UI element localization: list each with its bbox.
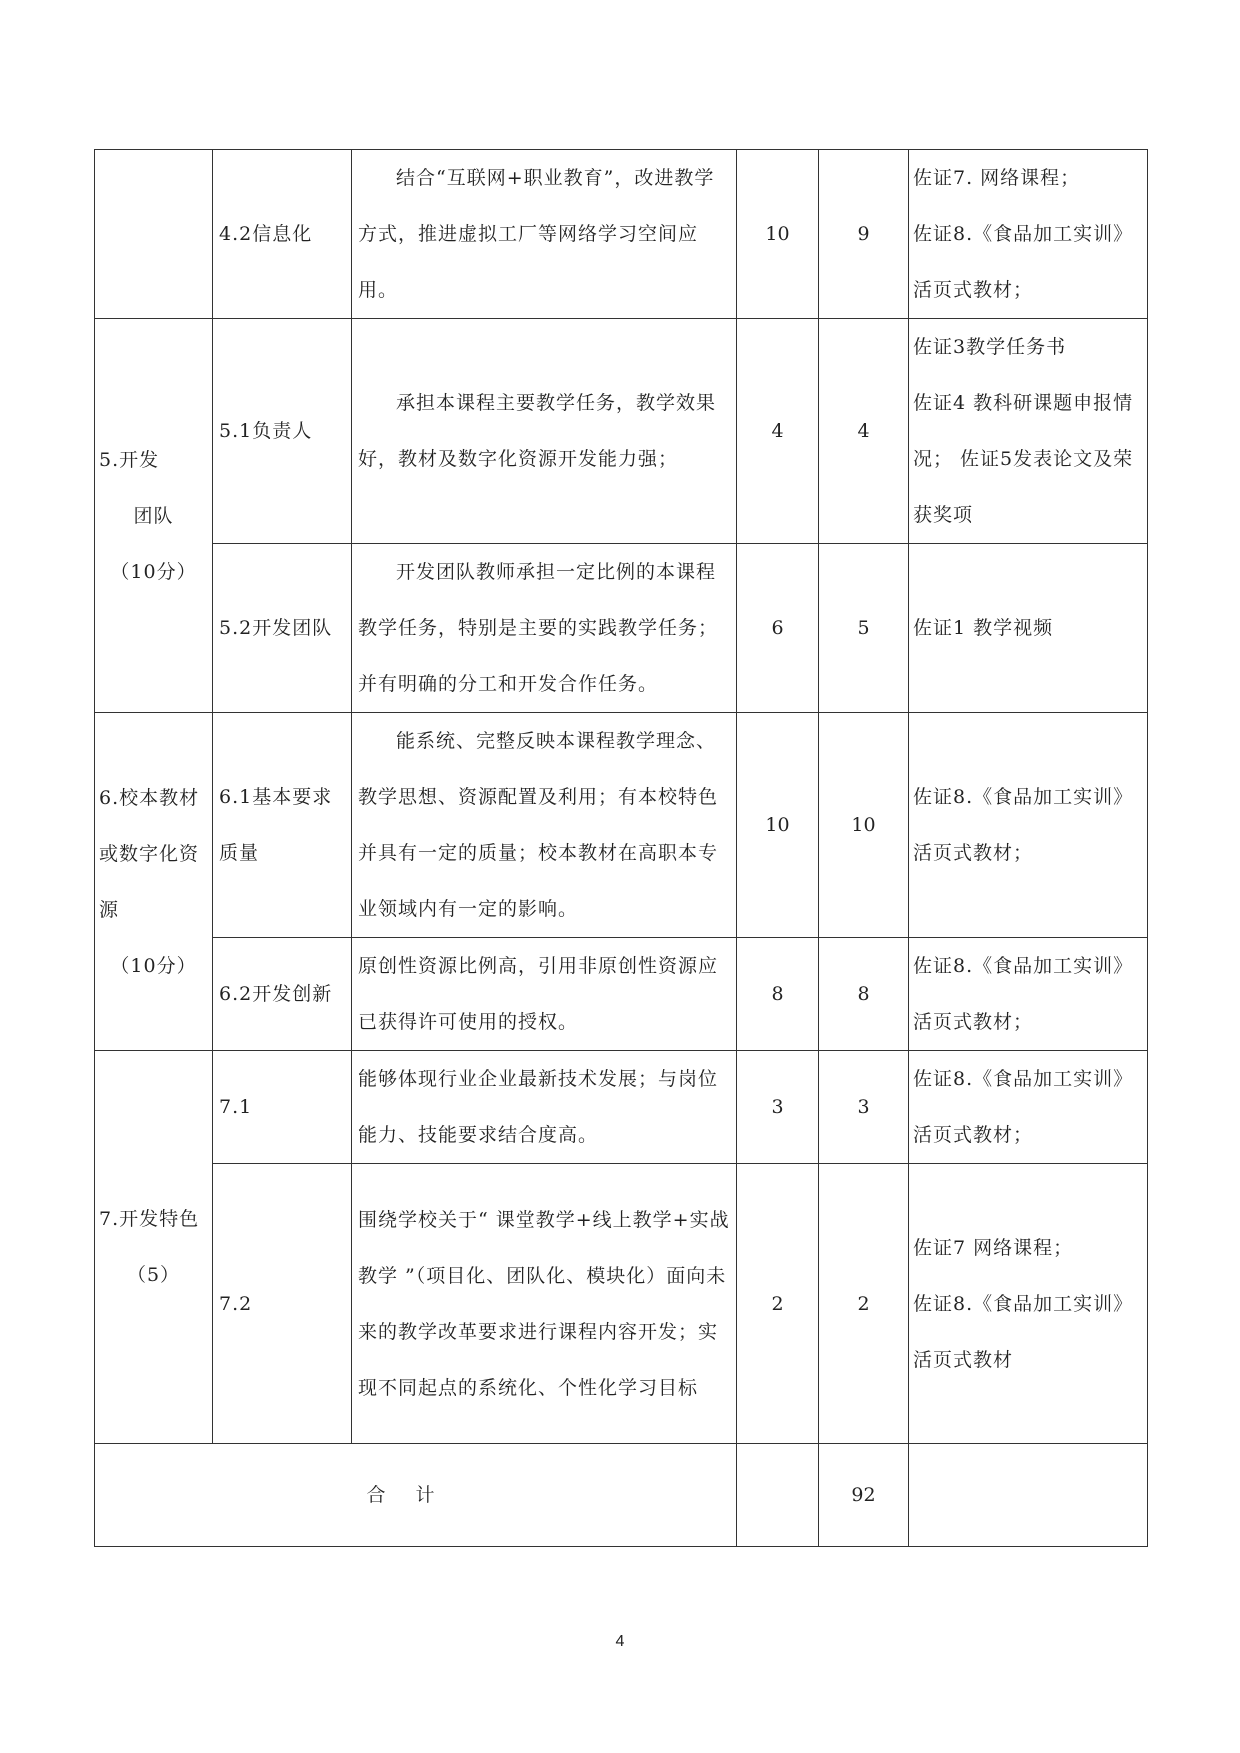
group-points: （10分） <box>110 954 197 977</box>
sub-item-cell <box>213 713 352 938</box>
score-cell <box>819 1051 909 1164</box>
max-score: 6 <box>771 617 784 639</box>
max-score-cell <box>737 544 819 713</box>
group-cell-development-team <box>95 319 213 713</box>
sub-item-label: 5.1负责人 <box>219 420 313 442</box>
evidence-text: 佐证8.《食品加工实训》活页式教材； <box>913 1068 1134 1146</box>
sub-item-cell <box>213 1051 352 1164</box>
evidence-text: 佐证8.《食品加工实训》活页式教材； <box>913 786 1134 864</box>
table-row <box>95 938 1148 1051</box>
evidence-text: 佐证7 网络课程； 佐证8.《食品加工实训》活页式教材 <box>913 1236 1134 1371</box>
score-cell <box>819 713 909 938</box>
max-score-cell <box>737 1051 819 1164</box>
sub-item-label: 4.2信息化 <box>219 223 313 245</box>
group-points: （5） <box>126 1264 181 1286</box>
evidence-text: 佐证7. 网络课程； 佐证8.《食品加工实训》活页式教材； <box>913 167 1134 301</box>
page-number: 4 <box>615 1633 625 1650</box>
evidence-cell <box>909 1051 1148 1164</box>
total-score: 92 <box>851 1484 876 1506</box>
max-score-cell <box>737 319 819 544</box>
evidence-text: 佐证1 教学视频 <box>913 617 1054 639</box>
score-cell <box>819 1164 909 1444</box>
score-cell <box>819 150 909 319</box>
description-cell <box>352 938 737 1051</box>
table-row <box>95 1051 1148 1164</box>
description-cell <box>352 1051 737 1164</box>
table-row <box>95 319 1148 544</box>
evidence-cell <box>909 1164 1148 1444</box>
evidence-text: 佐证8.《食品加工实训》活页式教材； <box>913 955 1134 1033</box>
max-score: 10 <box>765 814 790 836</box>
max-score-cell <box>737 150 819 319</box>
group-cell-textbook-resources <box>95 713 213 1051</box>
group-title: 5.开发 <box>99 448 160 471</box>
table-row <box>95 1164 1148 1444</box>
max-score: 2 <box>771 1292 784 1315</box>
description-cell <box>352 319 737 544</box>
group-points: （10分） <box>110 560 197 583</box>
description-text: 围绕学校关于“ 课堂教学+线上教学+实战教学 ”（项目化、团队化、模块化）面向未来的教学改革要求进行课程内容开发；实现不同起点的系统化、个性化学习目标 <box>358 1208 730 1399</box>
sub-item-cell <box>213 319 352 544</box>
description-text: 开发团队教师承担一定比例的本课程教学任务，特别是主要的实践教学任务；并有明确的分工和开发合作任务。 <box>358 561 719 695</box>
score-cell <box>819 544 909 713</box>
description-text: 承担本课程主要教学任务，教学效果好，教材及数字化资源开发能力强； <box>358 392 717 470</box>
total-row <box>95 1444 1148 1547</box>
score: 9 <box>857 223 870 245</box>
sub-item-label: 7.1 <box>219 1096 253 1118</box>
total-evidence-cell <box>909 1444 1148 1547</box>
description-cell <box>352 713 737 938</box>
description-text: 原创性资源比例高，引用非原创性资源应已获得许可使用的授权。 <box>358 955 719 1033</box>
group-title-line2: 团队 <box>133 504 174 527</box>
table-row <box>95 544 1148 713</box>
table-row <box>95 713 1148 938</box>
sub-item-label: 5.2开发团队 <box>219 617 333 639</box>
evidence-cell <box>909 713 1148 938</box>
description-cell <box>352 544 737 713</box>
evidence-cell <box>909 544 1148 713</box>
evidence-text: 佐证3教学任务书 佐证4 教科研课题申报情况； 佐证5发表论文及荣获奖项 <box>913 336 1134 526</box>
max-score: 3 <box>771 1096 784 1118</box>
sub-item-cell <box>213 150 352 319</box>
max-score: 4 <box>771 420 784 442</box>
sub-item-cell <box>213 1164 352 1444</box>
score-cell <box>819 938 909 1051</box>
score: 5 <box>857 617 870 639</box>
description-text: 能系统、完整反映本课程教学理念、教学思想、资源配置及利用；有本校特色并具有一定的质量；校本教材在高职本专业领域内有一定的影响。 <box>358 730 719 920</box>
score: 10 <box>851 814 876 836</box>
evidence-cell <box>909 938 1148 1051</box>
sub-item-cell <box>213 938 352 1051</box>
max-score: 10 <box>765 223 790 245</box>
total-max-cell <box>737 1444 819 1547</box>
score-cell <box>819 319 909 544</box>
evaluation-table <box>94 149 1148 1547</box>
score: 2 <box>857 1292 870 1315</box>
group-title: 7.开发特色 <box>99 1208 200 1230</box>
max-score-cell <box>737 713 819 938</box>
total-label-cell <box>95 1444 737 1547</box>
description-text: 能够体现行业企业最新技术发展；与岗位能力、技能要求结合度高。 <box>358 1068 719 1146</box>
group-cell-empty <box>95 150 213 319</box>
evidence-cell <box>909 319 1148 544</box>
evidence-cell <box>909 150 1148 319</box>
max-score: 8 <box>771 983 784 1005</box>
score: 3 <box>857 1096 870 1118</box>
description-text: 结合“互联网+职业教育”，改进教学方式，推进虚拟工厂等网络学习空间应用。 <box>358 167 715 301</box>
group-title: 6.校本教材或数字化资源 <box>99 786 200 921</box>
sub-item-label: 7.2 <box>219 1292 253 1315</box>
sub-item-label: 6.2开发创新 <box>219 983 333 1005</box>
score: 8 <box>857 983 870 1005</box>
score: 4 <box>857 420 870 442</box>
description-cell <box>352 1164 737 1444</box>
table-row <box>95 150 1148 319</box>
max-score-cell <box>737 938 819 1051</box>
sub-item-cell <box>213 544 352 713</box>
total-score-cell <box>819 1444 909 1547</box>
total-label: 合计 <box>366 1484 465 1506</box>
group-cell-development-features <box>95 1051 213 1444</box>
max-score-cell <box>737 1164 819 1444</box>
sub-item-label: 6.1基本要求质量 <box>219 786 333 864</box>
description-cell <box>352 150 737 319</box>
